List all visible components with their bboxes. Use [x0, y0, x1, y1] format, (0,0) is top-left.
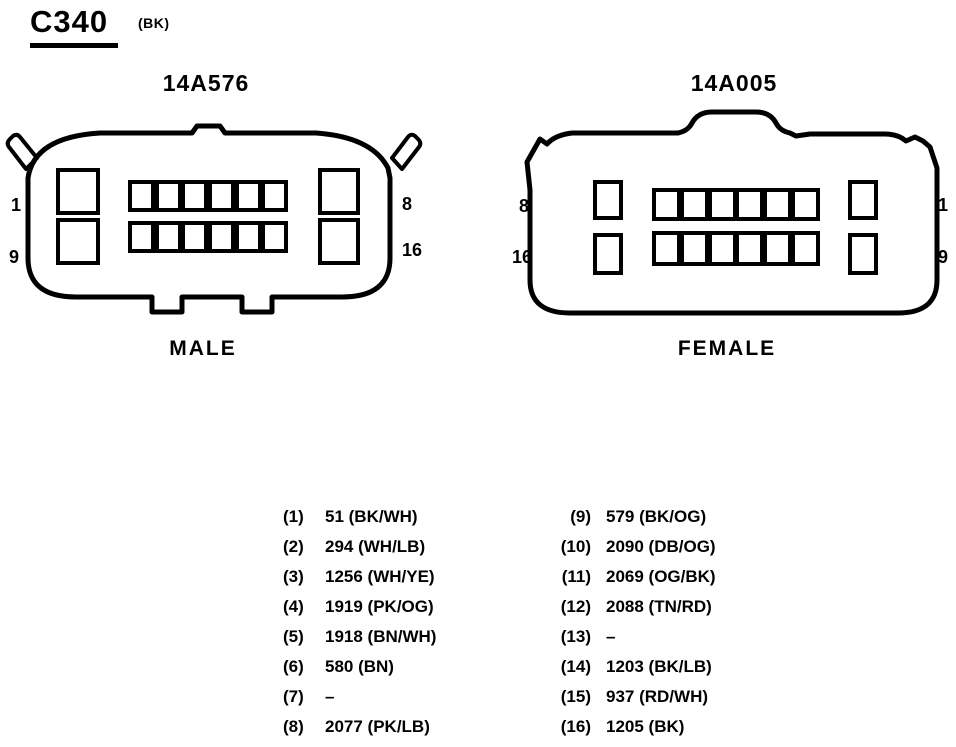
pin-row [283, 502, 436, 532]
pin-cavity [850, 182, 876, 218]
circuit-label: 2088 (TN/RD) [606, 597, 712, 616]
pin-row [540, 622, 716, 652]
female-gender-label: FEMALE [677, 337, 777, 360]
pin-number: (11) [561, 567, 591, 586]
pin-cavity [130, 182, 153, 210]
pin-row [540, 592, 716, 622]
connector-id: C340 [30, 4, 118, 48]
pin-cavity [737, 233, 762, 264]
circuit-label: 579 (BK/OG) [606, 507, 707, 526]
pin-cavity [263, 182, 286, 210]
pin-number-label: 16 [402, 240, 423, 260]
pin-number-label: 9 [9, 247, 20, 267]
pin-number: (7) [283, 687, 304, 706]
circuit-label: 1919 (PK/OG) [325, 597, 434, 616]
pin-cavity [793, 190, 818, 219]
female-part-number: 14A005 [690, 70, 778, 96]
pin-number-label: 16 [512, 247, 533, 267]
pin-number: (9) [570, 507, 591, 526]
circuit-label: 1918 (BN/WH) [325, 627, 437, 646]
pin-row [540, 682, 716, 712]
pin-cavity [320, 170, 358, 213]
circuit-label: 580 (BN) [325, 657, 394, 676]
pin-row [540, 652, 716, 682]
circuit-label: – [606, 627, 616, 646]
pin-list-left-column [283, 502, 436, 742]
pin-cavity [682, 233, 707, 264]
pin-row [283, 532, 436, 562]
circuit-label: 1205 (BK) [606, 717, 685, 736]
pin-number: (4) [283, 597, 304, 616]
pin-cavity [183, 223, 206, 251]
pin-number-label: 9 [938, 247, 949, 267]
circuit-label: 1256 (WH/YE) [325, 567, 435, 586]
pin-number: (5) [283, 627, 304, 646]
circuit-label: 51 (BK/WH) [325, 507, 418, 526]
pin-number: (12) [560, 597, 591, 616]
pin-row [283, 682, 436, 712]
pin-row [283, 562, 436, 592]
female-connector-drawing [500, 100, 956, 360]
pin-cavity [210, 223, 233, 251]
pin-cavity [765, 190, 790, 219]
pin-number: (6) [283, 657, 304, 676]
pin-row [283, 592, 436, 622]
pin-row [283, 712, 436, 742]
pin-list-right-column [540, 502, 716, 742]
male-gender-label: MALE [169, 337, 237, 360]
pin-row [540, 532, 716, 562]
pin-row [283, 622, 436, 652]
pin-cavity [58, 170, 98, 213]
male-part-number: 14A576 [162, 70, 250, 96]
pin-cavity [58, 220, 98, 263]
pin-number-label: 1 [938, 195, 949, 215]
pin-cavity [595, 182, 621, 218]
pin-number: (8) [283, 717, 304, 736]
pin-cavity [157, 223, 180, 251]
pin-number-label: 8 [519, 196, 530, 216]
pin-row [283, 652, 436, 682]
circuit-label: 937 (RD/WH) [606, 687, 709, 706]
latch-wing-right-icon [392, 135, 420, 169]
pin-cavity [710, 233, 735, 264]
pin-row [540, 562, 716, 592]
pin-number: (10) [560, 537, 591, 556]
pin-number: (13) [560, 627, 591, 646]
pin-number: (16) [560, 717, 591, 736]
pin-cavity [237, 182, 260, 210]
pin-cavity [595, 235, 621, 273]
pin-cavity [157, 182, 180, 210]
pin-cavity [237, 223, 260, 251]
pin-cavity [320, 220, 358, 263]
circuit-label: 2090 (DB/OG) [606, 537, 716, 556]
pin-cavity [710, 190, 735, 219]
pin-number-label: 1 [11, 195, 22, 215]
pin-number: (1) [283, 507, 304, 526]
pin-cavity [210, 182, 233, 210]
pin-cavity [850, 235, 876, 273]
pin-number: (3) [283, 567, 304, 586]
pin-cavity [793, 233, 818, 264]
pin-cavity [654, 233, 679, 264]
pin-number: (15) [560, 687, 591, 706]
pin-cavity [682, 190, 707, 219]
connector-color-code: (BK) [138, 15, 170, 31]
pin-number: (14) [560, 657, 591, 676]
pin-cavity [130, 223, 153, 251]
pin-cavity [654, 190, 679, 219]
circuit-label: 294 (WH/LB) [325, 537, 426, 556]
circuit-label: 2069 (OG/BK) [606, 567, 716, 586]
pin-cavity [263, 223, 286, 251]
pin-row [540, 712, 716, 742]
pin-cavity [737, 190, 762, 219]
pin-row [540, 502, 716, 532]
circuit-label: 1203 (BK/LB) [606, 657, 712, 676]
circuit-label: – [325, 687, 335, 706]
male-connector-drawing [0, 110, 480, 360]
pin-number: (2) [283, 537, 304, 556]
pin-number-label: 8 [402, 194, 413, 214]
circuit-label: 2077 (PK/LB) [325, 717, 430, 736]
pin-cavity [765, 233, 790, 264]
pin-cavity [183, 182, 206, 210]
